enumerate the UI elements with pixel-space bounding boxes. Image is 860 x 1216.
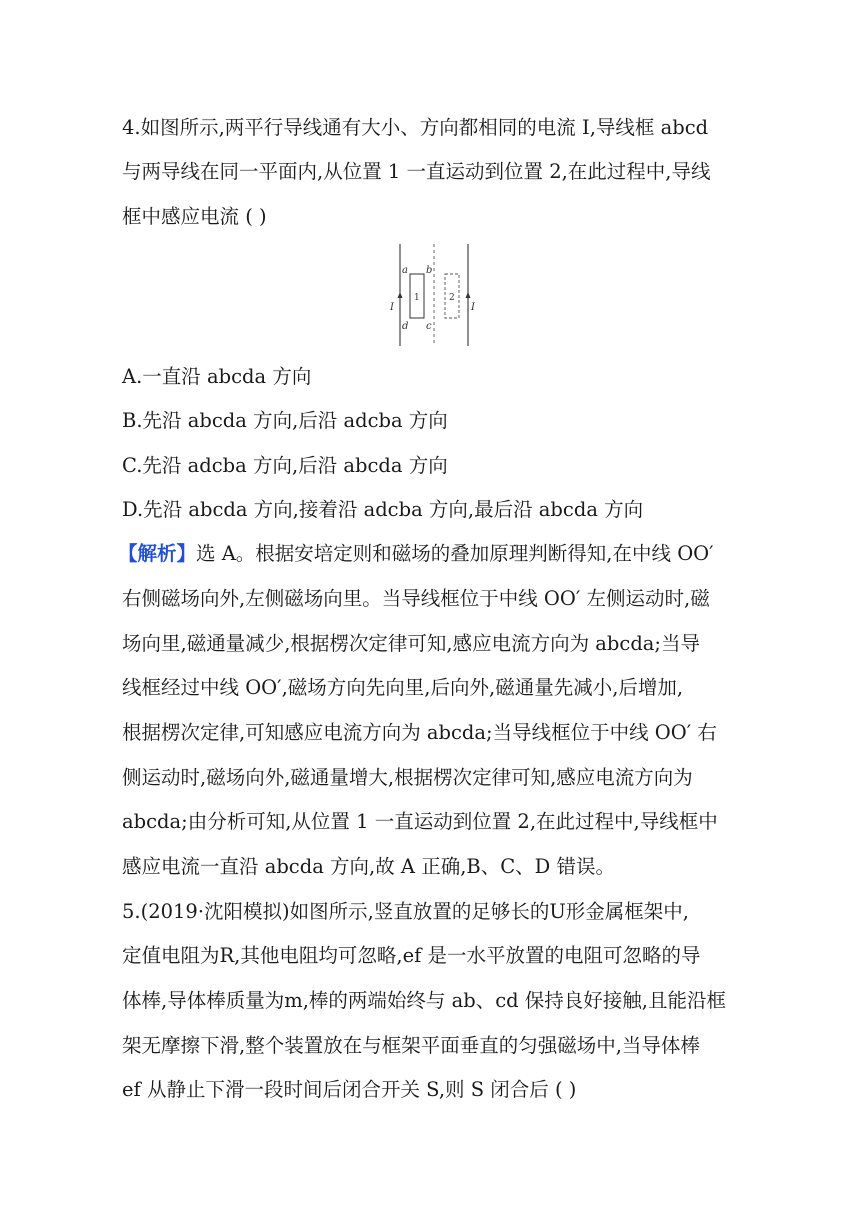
- left-current-arrow: [398, 292, 403, 298]
- left-current-label: I: [390, 302, 394, 313]
- q4-analysis-line-6: 侧运动时,磁场向外,磁通量增大,根据楞次定律可知,感应电流方向为: [122, 766, 693, 789]
- corner-b-label: b: [426, 265, 433, 276]
- position-2-label: 2: [449, 293, 455, 303]
- q5-stem-line-1: 5.(2019·沈阳模拟)如图所示,竖直放置的足够长的U形金属框架中,: [122, 900, 689, 923]
- q4-option-b: B.先沿 abcda 方向,后沿 adcba 方向: [122, 409, 448, 432]
- q4-analysis-line-3: 场向里,磁通量减少,根据楞次定律可知,感应电流方向为 abcda;当导: [122, 632, 701, 655]
- q4-analysis-line-4: 线框经过中线 OO′,磁场方向先向里,后向外,磁通量先减小,后增加,: [122, 676, 684, 699]
- q5-stem-line-5: ef 从静止下滑一段时间后闭合开关 S,则 S 闭合后 ( ): [122, 1078, 577, 1101]
- corner-a-label: a: [402, 265, 408, 276]
- q4-option-d: D.先沿 abcda 方向,接着沿 adcba 方向,最后沿 abcda 方向: [122, 498, 644, 521]
- right-current-label: I: [471, 302, 475, 313]
- right-current-arrow: [466, 292, 471, 298]
- q4-analysis-line-7: abcda;由分析可知,从位置 1 一直运动到位置 2,在此过程中,导线框中: [122, 810, 718, 833]
- q5-stem-line-3: 体棒,导体棒质量为m,棒的两端始终与 ab、cd 保持良好接触,且能沿框: [122, 989, 726, 1012]
- q4-figure: [384, 240, 484, 352]
- q4-stem-line-2: 与两导线在同一平面内,从位置 1 一直运动到位置 2,在此过程中,导线: [122, 160, 711, 183]
- q4-stem-line-3: 框中感应电流 ( ): [122, 205, 267, 228]
- q4-stem-line-1: 4.如图所示,两平行导线通有大小、方向都相同的电流 I,导线框 abcd: [122, 116, 709, 139]
- q4-analysis-line-8: 感应电流一直沿 abcda 方向,故 A 正确,B、C、D 错误。: [122, 855, 615, 878]
- q4-analysis-line-5: 根据楞次定律,可知感应电流方向为 abcda;当导线框位于中线 OO′ 右: [122, 721, 717, 744]
- corner-c-label: c: [426, 321, 432, 332]
- analysis-first-text: 选 A。根据安培定则和磁场的叠加原理判断得知,在中线 OO′: [196, 542, 714, 565]
- position-1-label: 1: [414, 293, 420, 303]
- q4-analysis-line-1: [118, 540, 714, 568]
- q4-analysis-line-2: 右侧磁场向外,左侧磁场向里。当导线框位于中线 OO′ 左侧运动时,磁: [122, 587, 710, 610]
- q5-stem-line-4: 架无摩擦下滑,整个装置放在与框架平面垂直的匀强磁场中,当导体棒: [122, 1034, 700, 1057]
- analysis-tag: 【解析】: [118, 542, 197, 565]
- q4-option-c: C.先沿 adcba 方向,后沿 abcda 方向: [122, 454, 448, 477]
- q5-stem-line-2: 定值电阻为R,其他电阻均可忽略,ef 是一水平放置的电阻可忽略的导: [122, 944, 701, 967]
- q4-option-a: A.一直沿 abcda 方向: [122, 365, 312, 388]
- corner-d-label: d: [402, 321, 409, 332]
